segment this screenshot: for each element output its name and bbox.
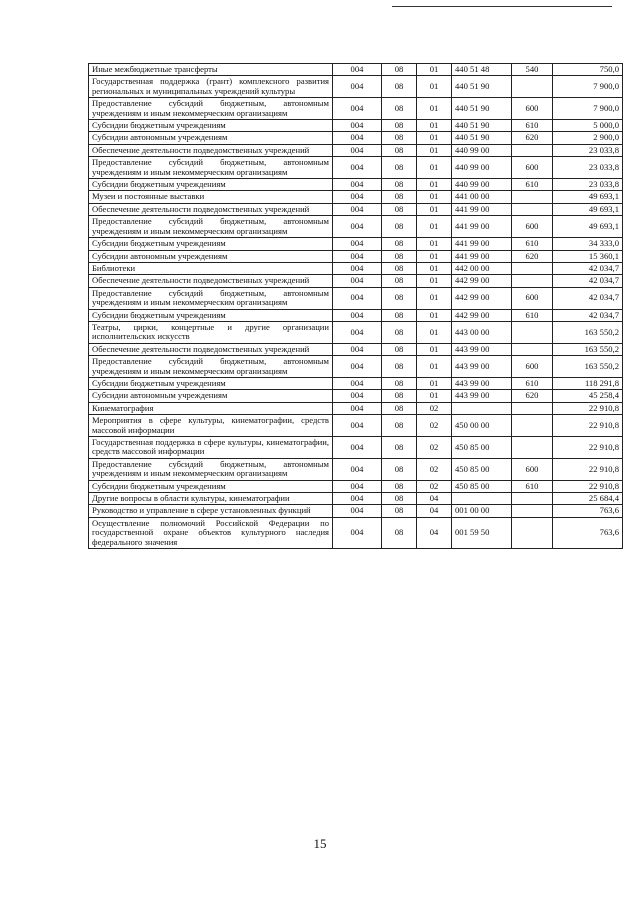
table-row xyxy=(89,98,623,120)
row-name-cell: Предоставление субсидий бюджетным, автономным учреждениям и иным некоммерческим организациям xyxy=(89,98,333,120)
ministry-code-cell: 004 xyxy=(333,343,382,355)
amount-cell: 118 291,8 xyxy=(553,377,623,389)
ministry-code-cell: 004 xyxy=(333,287,382,309)
subsection-code-cell: 01 xyxy=(417,64,452,76)
table-row xyxy=(89,377,623,389)
amount-cell: 163 550,2 xyxy=(553,356,623,378)
expense-type-cell: 600 xyxy=(512,287,553,309)
section-code-cell: 08 xyxy=(382,377,417,389)
expense-type-cell: 610 xyxy=(512,309,553,321)
table-row xyxy=(89,238,623,250)
ministry-code-cell: 004 xyxy=(333,203,382,215)
table-row xyxy=(89,144,623,156)
amount-cell: 163 550,2 xyxy=(553,343,623,355)
amount-cell: 34 333,0 xyxy=(553,238,623,250)
section-code-cell: 08 xyxy=(382,287,417,309)
section-code-cell: 08 xyxy=(382,144,417,156)
table-row xyxy=(89,262,623,274)
row-name-cell: Субсидии автономным учреждениям xyxy=(89,132,333,144)
amount-cell: 42 034,7 xyxy=(553,287,623,309)
row-name-cell: Обеспечение деятельности подведомственных учреждений xyxy=(89,144,333,156)
amount-cell: 42 034,7 xyxy=(553,309,623,321)
target-article-cell: 440 99 00 xyxy=(452,179,512,191)
expense-type-cell xyxy=(512,262,553,274)
expense-type-cell xyxy=(512,321,553,343)
table-row xyxy=(89,390,623,402)
target-article-cell: 440 99 00 xyxy=(452,144,512,156)
subsection-code-cell: 01 xyxy=(417,179,452,191)
amount-cell: 22 910,8 xyxy=(553,480,623,492)
section-code-cell: 08 xyxy=(382,505,417,517)
table-row xyxy=(89,309,623,321)
ministry-code-cell: 004 xyxy=(333,275,382,287)
target-article-cell: 443 99 00 xyxy=(452,343,512,355)
table-row xyxy=(89,356,623,378)
expense-type-cell: 610 xyxy=(512,377,553,389)
header-rule xyxy=(392,6,612,7)
row-name-cell: Обеспечение деятельности подведомственных учреждений xyxy=(89,343,333,355)
expense-type-cell xyxy=(512,191,553,203)
table-row xyxy=(89,343,623,355)
table-row xyxy=(89,203,623,215)
subsection-code-cell: 01 xyxy=(417,191,452,203)
expense-type-cell xyxy=(512,144,553,156)
subsection-code-cell: 01 xyxy=(417,377,452,389)
subsection-code-cell: 01 xyxy=(417,287,452,309)
section-code-cell: 08 xyxy=(382,415,417,437)
ministry-code-cell: 004 xyxy=(333,179,382,191)
subsection-code-cell: 01 xyxy=(417,120,452,132)
subsection-code-cell: 04 xyxy=(417,505,452,517)
section-code-cell: 08 xyxy=(382,64,417,76)
table-row xyxy=(89,287,623,309)
row-name-cell: Руководство и управление в сфере установленных функций xyxy=(89,505,333,517)
expense-type-cell: 620 xyxy=(512,132,553,144)
target-article-cell: 440 51 48 xyxy=(452,64,512,76)
section-code-cell: 08 xyxy=(382,343,417,355)
row-name-cell: Государственная поддержка (грант) комплексного развития региональных и муниципальных учреждений культуры xyxy=(89,76,333,98)
row-name-cell: Театры, цирки, концертные и другие организации исполнительских искусств xyxy=(89,321,333,343)
subsection-code-cell: 01 xyxy=(417,356,452,378)
target-article-cell: 450 00 00 xyxy=(452,415,512,437)
target-article-cell: 443 99 00 xyxy=(452,356,512,378)
table-row xyxy=(89,505,623,517)
subsection-code-cell: 01 xyxy=(417,238,452,250)
amount-cell: 49 693,1 xyxy=(553,191,623,203)
target-article-cell: 450 85 00 xyxy=(452,437,512,459)
section-code-cell: 08 xyxy=(382,250,417,262)
subsection-code-cell: 01 xyxy=(417,262,452,274)
row-name-cell: Другие вопросы в области культуры, кинематографии xyxy=(89,493,333,505)
target-article-cell: 450 85 00 xyxy=(452,458,512,480)
expense-type-cell: 600 xyxy=(512,98,553,120)
table-row xyxy=(89,191,623,203)
target-article-cell: 440 51 90 xyxy=(452,98,512,120)
row-name-cell: Музеи и постоянные выставки xyxy=(89,191,333,203)
row-name-cell: Субсидии бюджетным учреждениям xyxy=(89,480,333,492)
budget-table-body xyxy=(89,64,623,549)
subsection-code-cell: 01 xyxy=(417,275,452,287)
amount-cell: 7 900,0 xyxy=(553,98,623,120)
table-row xyxy=(89,321,623,343)
table-row xyxy=(89,179,623,191)
expense-type-cell: 620 xyxy=(512,250,553,262)
section-code-cell: 08 xyxy=(382,402,417,414)
target-article-cell: 440 51 90 xyxy=(452,120,512,132)
subsection-code-cell: 02 xyxy=(417,458,452,480)
ministry-code-cell: 004 xyxy=(333,493,382,505)
subsection-code-cell: 02 xyxy=(417,402,452,414)
amount-cell: 42 034,7 xyxy=(553,275,623,287)
subsection-code-cell: 04 xyxy=(417,493,452,505)
amount-cell: 763,6 xyxy=(553,505,623,517)
target-article-cell xyxy=(452,493,512,505)
ministry-code-cell: 004 xyxy=(333,517,382,548)
section-code-cell: 08 xyxy=(382,98,417,120)
row-name-cell: Субсидии бюджетным учреждениям xyxy=(89,377,333,389)
expense-type-cell: 600 xyxy=(512,458,553,480)
row-name-cell: Кинематография xyxy=(89,402,333,414)
section-code-cell: 08 xyxy=(382,179,417,191)
section-code-cell: 08 xyxy=(382,493,417,505)
ministry-code-cell: 004 xyxy=(333,250,382,262)
subsection-code-cell: 02 xyxy=(417,480,452,492)
amount-cell: 23 033,8 xyxy=(553,179,623,191)
table-row xyxy=(89,493,623,505)
expense-type-cell xyxy=(512,505,553,517)
target-article-cell: 442 99 00 xyxy=(452,287,512,309)
ministry-code-cell: 004 xyxy=(333,238,382,250)
amount-cell: 763,6 xyxy=(553,517,623,548)
ministry-code-cell: 004 xyxy=(333,402,382,414)
amount-cell: 23 033,8 xyxy=(553,157,623,179)
subsection-code-cell: 02 xyxy=(417,437,452,459)
target-article-cell: 440 51 90 xyxy=(452,76,512,98)
expense-type-cell: 620 xyxy=(512,390,553,402)
row-name-cell: Субсидии бюджетным учреждениям xyxy=(89,179,333,191)
row-name-cell: Государственная поддержка в сфере культуры, кинематографии, средств массовой информации xyxy=(89,437,333,459)
target-article-cell: 450 85 00 xyxy=(452,480,512,492)
subsection-code-cell: 01 xyxy=(417,343,452,355)
amount-cell: 42 034,7 xyxy=(553,262,623,274)
expense-type-cell xyxy=(512,517,553,548)
target-article-cell: 443 99 00 xyxy=(452,390,512,402)
row-name-cell: Предоставление субсидий бюджетным, автономным учреждениям и иным некоммерческим организациям xyxy=(89,287,333,309)
row-name-cell: Субсидии бюджетным учреждениям xyxy=(89,120,333,132)
amount-cell: 22 910,8 xyxy=(553,437,623,459)
subsection-code-cell: 01 xyxy=(417,250,452,262)
ministry-code-cell: 004 xyxy=(333,356,382,378)
amount-cell: 163 550,2 xyxy=(553,321,623,343)
table-row xyxy=(89,437,623,459)
ministry-code-cell: 004 xyxy=(333,120,382,132)
subsection-code-cell: 04 xyxy=(417,517,452,548)
target-article-cell: 442 99 00 xyxy=(452,275,512,287)
amount-cell: 25 684,4 xyxy=(553,493,623,505)
row-name-cell: Субсидии автономным учреждениям xyxy=(89,390,333,402)
table-row xyxy=(89,480,623,492)
ministry-code-cell: 004 xyxy=(333,132,382,144)
section-code-cell: 08 xyxy=(382,390,417,402)
subsection-code-cell: 01 xyxy=(417,144,452,156)
section-code-cell: 08 xyxy=(382,437,417,459)
expense-type-cell: 610 xyxy=(512,238,553,250)
expense-type-cell xyxy=(512,493,553,505)
expense-type-cell xyxy=(512,203,553,215)
ministry-code-cell: 004 xyxy=(333,321,382,343)
ministry-code-cell: 004 xyxy=(333,309,382,321)
section-code-cell: 08 xyxy=(382,238,417,250)
row-name-cell: Предоставление субсидий бюджетным, автономным учреждениям и иным некоммерческим организациям xyxy=(89,157,333,179)
subsection-code-cell: 01 xyxy=(417,309,452,321)
ministry-code-cell: 004 xyxy=(333,144,382,156)
expense-type-cell: 540 xyxy=(512,64,553,76)
target-article-cell xyxy=(452,402,512,414)
subsection-code-cell: 01 xyxy=(417,390,452,402)
row-name-cell: Предоставление субсидий бюджетным, автономным учреждениям и иным некоммерческим организациям xyxy=(89,356,333,378)
target-article-cell: 440 51 90 xyxy=(452,132,512,144)
amount-cell: 750,0 xyxy=(553,64,623,76)
table-row xyxy=(89,402,623,414)
target-article-cell: 001 59 50 xyxy=(452,517,512,548)
expense-type-cell xyxy=(512,76,553,98)
row-name-cell: Мероприятия в сфере культуры, кинематографии, средств массовой информации xyxy=(89,415,333,437)
subsection-code-cell: 01 xyxy=(417,98,452,120)
ministry-code-cell: 004 xyxy=(333,458,382,480)
amount-cell: 22 910,8 xyxy=(553,415,623,437)
row-name-cell: Субсидии бюджетным учреждениям xyxy=(89,238,333,250)
table-row xyxy=(89,216,623,238)
section-code-cell: 08 xyxy=(382,321,417,343)
target-article-cell: 441 99 00 xyxy=(452,216,512,238)
subsection-code-cell: 01 xyxy=(417,76,452,98)
row-name-cell: Обеспечение деятельности подведомственных учреждений xyxy=(89,203,333,215)
amount-cell: 45 258,4 xyxy=(553,390,623,402)
amount-cell: 22 910,8 xyxy=(553,402,623,414)
expense-type-cell xyxy=(512,415,553,437)
ministry-code-cell: 004 xyxy=(333,377,382,389)
ministry-code-cell: 004 xyxy=(333,480,382,492)
row-name-cell: Предоставление субсидий бюджетным, автономным учреждениям и иным некоммерческим организациям xyxy=(89,458,333,480)
ministry-code-cell: 004 xyxy=(333,437,382,459)
ministry-code-cell: 004 xyxy=(333,98,382,120)
ministry-code-cell: 004 xyxy=(333,216,382,238)
row-name-cell: Библиотеки xyxy=(89,262,333,274)
target-article-cell: 001 00 00 xyxy=(452,505,512,517)
ministry-code-cell: 004 xyxy=(333,390,382,402)
table-row xyxy=(89,517,623,548)
section-code-cell: 08 xyxy=(382,216,417,238)
expense-type-cell: 610 xyxy=(512,480,553,492)
ministry-code-cell: 004 xyxy=(333,262,382,274)
section-code-cell: 08 xyxy=(382,191,417,203)
section-code-cell: 08 xyxy=(382,120,417,132)
target-article-cell: 441 99 00 xyxy=(452,250,512,262)
section-code-cell: 08 xyxy=(382,309,417,321)
target-article-cell: 441 00 00 xyxy=(452,191,512,203)
table-row xyxy=(89,458,623,480)
subsection-code-cell: 01 xyxy=(417,216,452,238)
expense-type-cell xyxy=(512,437,553,459)
amount-cell: 15 360,1 xyxy=(553,250,623,262)
target-article-cell: 442 99 00 xyxy=(452,309,512,321)
section-code-cell: 08 xyxy=(382,275,417,287)
subsection-code-cell: 01 xyxy=(417,321,452,343)
expense-type-cell: 600 xyxy=(512,216,553,238)
target-article-cell: 440 99 00 xyxy=(452,157,512,179)
expense-type-cell xyxy=(512,343,553,355)
table-row xyxy=(89,275,623,287)
ministry-code-cell: 004 xyxy=(333,415,382,437)
row-name-cell: Субсидии бюджетным учреждениям xyxy=(89,309,333,321)
table-row xyxy=(89,64,623,76)
section-code-cell: 08 xyxy=(382,157,417,179)
table-row xyxy=(89,250,623,262)
target-article-cell: 442 00 00 xyxy=(452,262,512,274)
section-code-cell: 08 xyxy=(382,262,417,274)
subsection-code-cell: 01 xyxy=(417,203,452,215)
ministry-code-cell: 004 xyxy=(333,157,382,179)
table-row xyxy=(89,76,623,98)
section-code-cell: 08 xyxy=(382,203,417,215)
section-code-cell: 08 xyxy=(382,458,417,480)
row-name-cell: Предоставление субсидий бюджетным, автономным учреждениям и иным некоммерческим организациям xyxy=(89,216,333,238)
section-code-cell: 08 xyxy=(382,517,417,548)
expense-type-cell: 600 xyxy=(512,356,553,378)
page-number: 15 xyxy=(313,836,327,851)
ministry-code-cell: 004 xyxy=(333,76,382,98)
amount-cell: 49 693,1 xyxy=(553,216,623,238)
expense-type-cell xyxy=(512,402,553,414)
subsection-code-cell: 02 xyxy=(417,415,452,437)
table-row xyxy=(89,132,623,144)
ministry-code-cell: 004 xyxy=(333,191,382,203)
row-name-cell: Осуществление полномочий Российской Федерации по государственной охране объектов культурного наследия федерального значения xyxy=(89,517,333,548)
ministry-code-cell: 004 xyxy=(333,64,382,76)
subsection-code-cell: 01 xyxy=(417,157,452,179)
table-row xyxy=(89,157,623,179)
section-code-cell: 08 xyxy=(382,132,417,144)
row-name-cell: Иные межбюджетные трансферты xyxy=(89,64,333,76)
budget-table xyxy=(88,63,623,549)
ministry-code-cell: 004 xyxy=(333,505,382,517)
row-name-cell: Субсидии автономным учреждениям xyxy=(89,250,333,262)
expense-type-cell xyxy=(512,275,553,287)
table-row xyxy=(89,415,623,437)
target-article-cell: 443 99 00 xyxy=(452,377,512,389)
section-code-cell: 08 xyxy=(382,356,417,378)
expense-type-cell: 600 xyxy=(512,157,553,179)
amount-cell: 22 910,8 xyxy=(553,458,623,480)
expense-type-cell: 610 xyxy=(512,120,553,132)
table-row xyxy=(89,120,623,132)
row-name-cell: Обеспечение деятельности подведомственных учреждений xyxy=(89,275,333,287)
amount-cell: 7 900,0 xyxy=(553,76,623,98)
amount-cell: 23 033,8 xyxy=(553,144,623,156)
amount-cell: 2 900,0 xyxy=(553,132,623,144)
section-code-cell: 08 xyxy=(382,76,417,98)
target-article-cell: 441 99 00 xyxy=(452,238,512,250)
section-code-cell: 08 xyxy=(382,480,417,492)
amount-cell: 5 000,0 xyxy=(553,120,623,132)
amount-cell: 49 693,1 xyxy=(553,203,623,215)
subsection-code-cell: 01 xyxy=(417,132,452,144)
expense-type-cell: 610 xyxy=(512,179,553,191)
target-article-cell: 441 99 00 xyxy=(452,203,512,215)
target-article-cell: 443 00 00 xyxy=(452,321,512,343)
